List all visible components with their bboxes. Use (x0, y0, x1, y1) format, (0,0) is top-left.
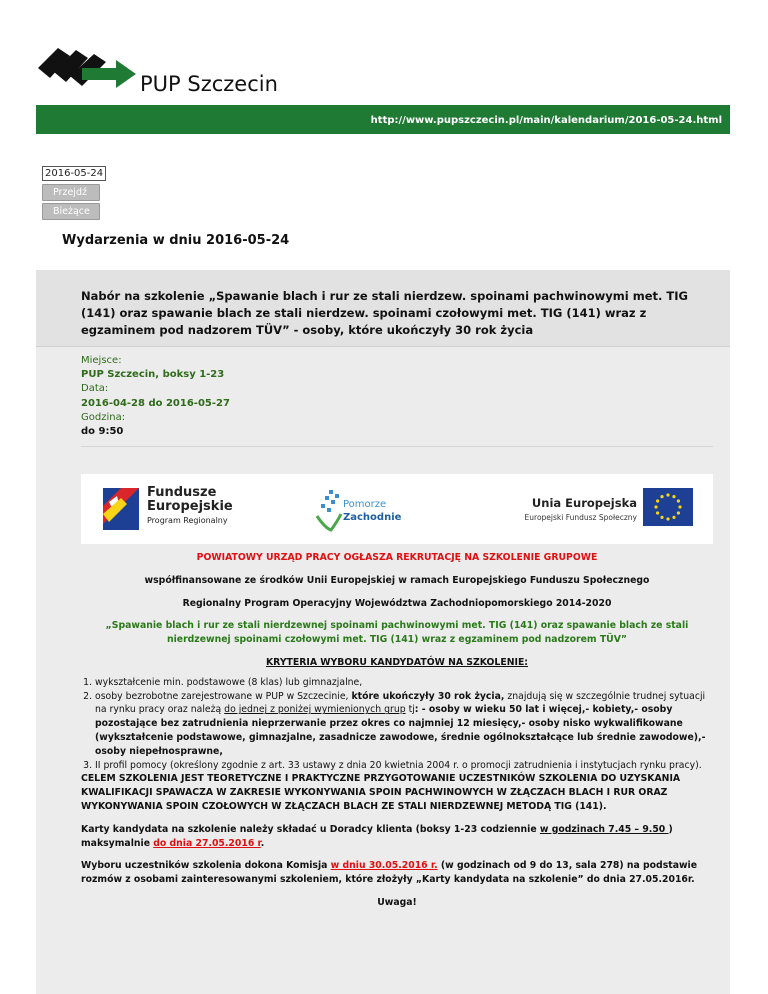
fe-name-line3: Program Regionalny (147, 516, 228, 525)
funding-logos (81, 474, 713, 544)
place-value: PUP Szczecin, boksy 1-23 (81, 369, 225, 381)
url-bar (36, 105, 730, 134)
go-button[interactable]: Przejdź (42, 184, 100, 201)
page-url[interactable]: http://www.pupszczecin.pl/main/kalendarium/2016-05-24.html (370, 115, 722, 126)
program-text: Regionalny Program Operacyjny Województwa Zachodniopomorskiego 2014-2020 (182, 597, 612, 609)
criteria-list (81, 676, 713, 773)
place-label: Miejsce: (81, 355, 122, 366)
site-title: PUP Szczecin (140, 72, 278, 96)
cofinance-text: współfinansowane ze środków Unii Europejskiej w ramach Europejskiego Funduszu Społecznego (144, 574, 650, 586)
criteria-heading: KRYTERIA WYBORU KANDYDATÓW NA SZKOLENIE: (265, 656, 529, 668)
current-button[interactable]: Bieżące (42, 203, 100, 220)
course-name: „Spawanie blach i rur ze stali nierdzewnej spoinami pachwinowymi met. TIG (141) oraz spawanie blach ze stali nierdzewnej spoinami czołowymi met. TIG (141) wraz z egzaminem pod nadzorem TÜV” (105, 620, 689, 646)
event-header (36, 270, 730, 347)
pup-logo-icon (36, 40, 146, 100)
event-description (81, 546, 713, 910)
pomorze-zachodnie-icon (315, 488, 343, 532)
criteria-item: 3. II profil pomocy (określony zgodnie z art. 33 ustawy z dnia 20 kwietnia 2004 r. o promocji zatrudnienia i instytucjach rynku pracy). (95, 759, 713, 773)
date-input[interactable]: 2016-05-24 (42, 166, 106, 181)
time-value: do 9:50 (81, 426, 124, 438)
training-goal: CELEM SZKOLENIA JEST TEORETYCZNE I PRAKTYCZNE PRZYGOTOWANIE UCZESTNIKÓW SZKOLENIA DO UZYSKANIA KWALIFIKACJI SPAWACZA W ZAKRESIE WYKONYWANIA SPOIN PACHWINOWYCH W ZŁĄCZACH BLACH I RUR ORAZ WYKONYWANIA SPOIN CZOŁOWYCH W ZŁĄCZACH BLACH ZE STALI NIERDZEWNEJ METODĄ TIG (141). (81, 773, 681, 812)
application-info: Karty kandydata na szkolenie należy składać u Doradcy klienta (boksy 1-23 codziennie w godzinach 7.45 – 9.50 ) maksymalnie do dnia 27.05.2016 r. (81, 823, 673, 849)
pz-name-line1: Pomorze (343, 499, 387, 510)
divider (81, 446, 713, 447)
ue-name-line1: Unia Europejska (531, 496, 637, 510)
eu-flag-icon (643, 488, 693, 526)
event-panel (36, 270, 730, 994)
criteria-item: 2. osoby bezrobotne zarejestrowane w PUP w Szczecinie, które ukończyły 30 rok życia, znajdują się w szczególnie trudnej sytuacji na rynku pracy oraz należą do jednej z poniżej wymienionych grup tj: - osoby w wieku 50 lat i więcej,- kobiety,- osoby pozostające bez zatrudnienia nieprzerwanie przez okres co najmniej 12 miesięcy,- osoby nisko wykwalifikowane (wykształcenie podstawowe, gimnazjalne, zasadnicze zawodowe, średnie ogólnokształcące lub średnie zawodowe),- osoby niepełnosprawne, (95, 690, 713, 759)
fe-name-line2: Europejskie (147, 499, 233, 514)
announcement: POWIATOWY URZĄD PRACY OGŁASZA REKRUTACJĘ NA SZKOLENIE GRUPOWE (196, 552, 598, 563)
fe-name-line1: Fundusze (147, 485, 217, 500)
ue-name-line2: Europejski Fundusz Społeczny (524, 513, 637, 522)
page-heading: Wydarzenia w dniu 2016-05-24 (62, 233, 290, 248)
selection-info: Wyboru uczestników szkolenia dokona Komisja w dniu 30.05.2016 r. (w godzinach od 9 do 13, sala 278) na podstawie rozmów z osobami zainteresowanymi szkoleniem, które złożyły „Karty kandydata na szkolenie” do dnia 27.05.2016r. (81, 860, 698, 886)
warning-label: Uwaga! (377, 896, 417, 908)
date-label: Data: (81, 383, 109, 395)
event-meta (81, 354, 230, 439)
pz-name-line2: Zachodnie (343, 512, 402, 523)
event-title[interactable]: Nabór na szkolenie „Spawanie blach i rur ze stali nierdzew. spoinami pachwinowymi met. TIG (141) oraz spawanie blach ze stali nierdzew. spoinami czołowymi met. TIG (141) wraz z egzaminem pod nadzorem TÜV” - osoby, które ukończyły 30 rok życia (81, 289, 688, 337)
criteria-item: 1. wykształcenie min. podstawowe (8 klas) lub gimnazjalne, (95, 676, 713, 690)
time-label: Godzina: (81, 411, 126, 423)
date-value: 2016-04-28 do 2016-05-27 (81, 397, 230, 409)
fundusze-europejskie-icon (99, 484, 143, 534)
